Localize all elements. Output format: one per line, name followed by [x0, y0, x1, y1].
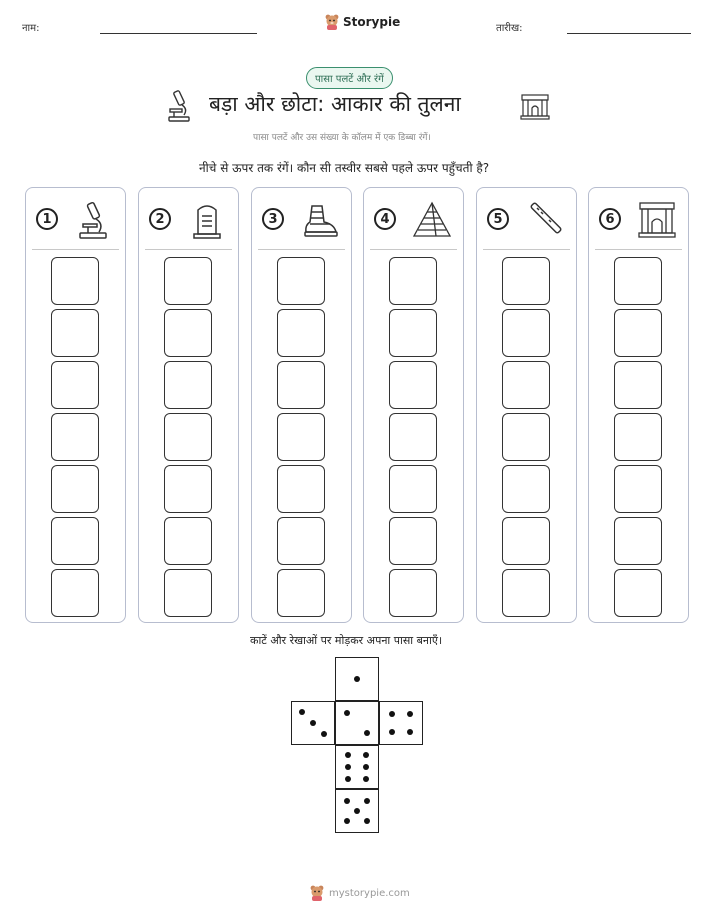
dice-pip	[344, 710, 350, 716]
column-number: 5	[487, 208, 509, 230]
color-box[interactable]	[614, 517, 662, 565]
color-box[interactable]	[51, 413, 99, 461]
dice-pip	[364, 798, 370, 804]
color-box[interactable]	[51, 257, 99, 305]
color-box[interactable]	[51, 569, 99, 617]
column-4	[363, 187, 464, 623]
color-box[interactable]	[389, 257, 437, 305]
brand-name: Storypie	[343, 15, 401, 29]
tombstone-icon	[187, 200, 227, 240]
dice-face-6	[335, 745, 379, 789]
dice-pip	[363, 776, 369, 782]
telescope-icon	[525, 200, 565, 240]
name-line[interactable]	[100, 33, 257, 34]
color-box[interactable]	[164, 569, 212, 617]
page-title: बड़ा और छोटा: आकार की तुलना	[209, 92, 461, 116]
dice-face-3	[291, 701, 335, 745]
subtitle: पासा पलटें और उस संख्या के कॉलम में एक डिब्बा रंगें।	[253, 133, 431, 143]
column-header	[262, 200, 345, 240]
dice-pip	[363, 752, 369, 758]
color-box[interactable]	[389, 569, 437, 617]
color-box[interactable]	[277, 569, 325, 617]
column-divider	[483, 249, 570, 250]
color-box[interactable]	[389, 517, 437, 565]
activity-pill: पासा पलटें और रंगें	[306, 67, 393, 89]
color-box[interactable]	[164, 413, 212, 461]
color-box[interactable]	[51, 465, 99, 513]
dice-pip	[364, 818, 370, 824]
color-box[interactable]	[164, 361, 212, 409]
column-5	[476, 187, 577, 623]
color-box[interactable]	[277, 257, 325, 305]
color-box[interactable]	[164, 517, 212, 565]
dice-pip	[344, 798, 350, 804]
color-box[interactable]	[502, 257, 550, 305]
column-divider	[370, 249, 457, 250]
column-number: 4	[374, 208, 396, 230]
color-box[interactable]	[502, 309, 550, 357]
column-number: 6	[599, 208, 621, 230]
dice-pip	[310, 720, 316, 726]
dice-pip	[345, 752, 351, 758]
dice-pip	[354, 808, 360, 814]
microscope-icon	[74, 200, 114, 240]
column-header	[149, 200, 232, 240]
color-box[interactable]	[502, 361, 550, 409]
column-number: 2	[149, 208, 171, 230]
pyramid-icon	[412, 200, 452, 240]
color-box[interactable]	[614, 257, 662, 305]
dice-pip	[344, 818, 350, 824]
column-divider	[595, 249, 682, 250]
dice-pip	[364, 730, 370, 736]
color-box[interactable]	[277, 517, 325, 565]
column-header	[487, 200, 570, 240]
dice-face-1	[335, 657, 379, 701]
column-divider	[258, 249, 345, 250]
color-box[interactable]	[614, 569, 662, 617]
color-box[interactable]	[277, 413, 325, 461]
column-2	[138, 187, 239, 623]
microscope-icon	[166, 89, 192, 123]
temple-icon	[637, 200, 677, 240]
color-box[interactable]	[164, 465, 212, 513]
color-box[interactable]	[389, 465, 437, 513]
color-box[interactable]	[389, 361, 437, 409]
color-box[interactable]	[502, 517, 550, 565]
bear-logo-icon	[310, 885, 324, 901]
dice-pip	[354, 676, 360, 682]
color-box[interactable]	[389, 309, 437, 357]
color-box[interactable]	[164, 257, 212, 305]
column-number: 1	[36, 208, 58, 230]
column-divider	[145, 249, 232, 250]
temple-icon	[520, 94, 550, 120]
color-box[interactable]	[502, 465, 550, 513]
color-box[interactable]	[614, 465, 662, 513]
color-box[interactable]	[502, 569, 550, 617]
dice-pip	[299, 709, 305, 715]
color-box[interactable]	[277, 361, 325, 409]
dice-pip	[363, 764, 369, 770]
color-box[interactable]	[614, 309, 662, 357]
footer-url[interactable]: mystorypie.com	[329, 887, 410, 899]
column-header	[374, 200, 457, 240]
color-box[interactable]	[277, 465, 325, 513]
column-1	[25, 187, 126, 623]
column-divider	[32, 249, 119, 250]
color-box[interactable]	[164, 309, 212, 357]
dice-pip	[389, 711, 395, 717]
bear-logo-icon	[325, 14, 339, 30]
dice-pip	[345, 776, 351, 782]
date-label: तारीख:	[496, 23, 523, 34]
color-box[interactable]	[614, 361, 662, 409]
name-label: नाम:	[22, 23, 40, 34]
column-3	[251, 187, 352, 623]
dice-pip	[407, 711, 413, 717]
brand-logo	[325, 14, 400, 30]
date-line[interactable]	[567, 33, 691, 34]
color-box[interactable]	[502, 413, 550, 461]
column-header	[36, 200, 119, 240]
sandal-icon	[300, 200, 340, 240]
dice-face-5	[335, 789, 379, 833]
dice-face-2	[335, 701, 379, 745]
column-header	[599, 200, 682, 240]
dice-pip	[407, 729, 413, 735]
cut-instruction: काटें और रेखाओं पर मोड़कर अपना पासा बनाएँ।	[250, 634, 443, 647]
column-6	[588, 187, 689, 623]
color-box[interactable]	[51, 309, 99, 357]
color-box[interactable]	[389, 413, 437, 461]
color-box[interactable]	[51, 517, 99, 565]
dice-pip	[345, 764, 351, 770]
dice-pip	[389, 729, 395, 735]
instruction: नीचे से ऊपर तक रंगें। कौन सी तस्वीर सबसे पहले ऊपर पहुँचती है?	[199, 161, 490, 175]
dice-face-4	[379, 701, 423, 745]
dice-pip	[321, 731, 327, 737]
footer	[310, 885, 410, 901]
column-number: 3	[262, 208, 284, 230]
color-box[interactable]	[277, 309, 325, 357]
color-box[interactable]	[51, 361, 99, 409]
color-box[interactable]	[614, 413, 662, 461]
